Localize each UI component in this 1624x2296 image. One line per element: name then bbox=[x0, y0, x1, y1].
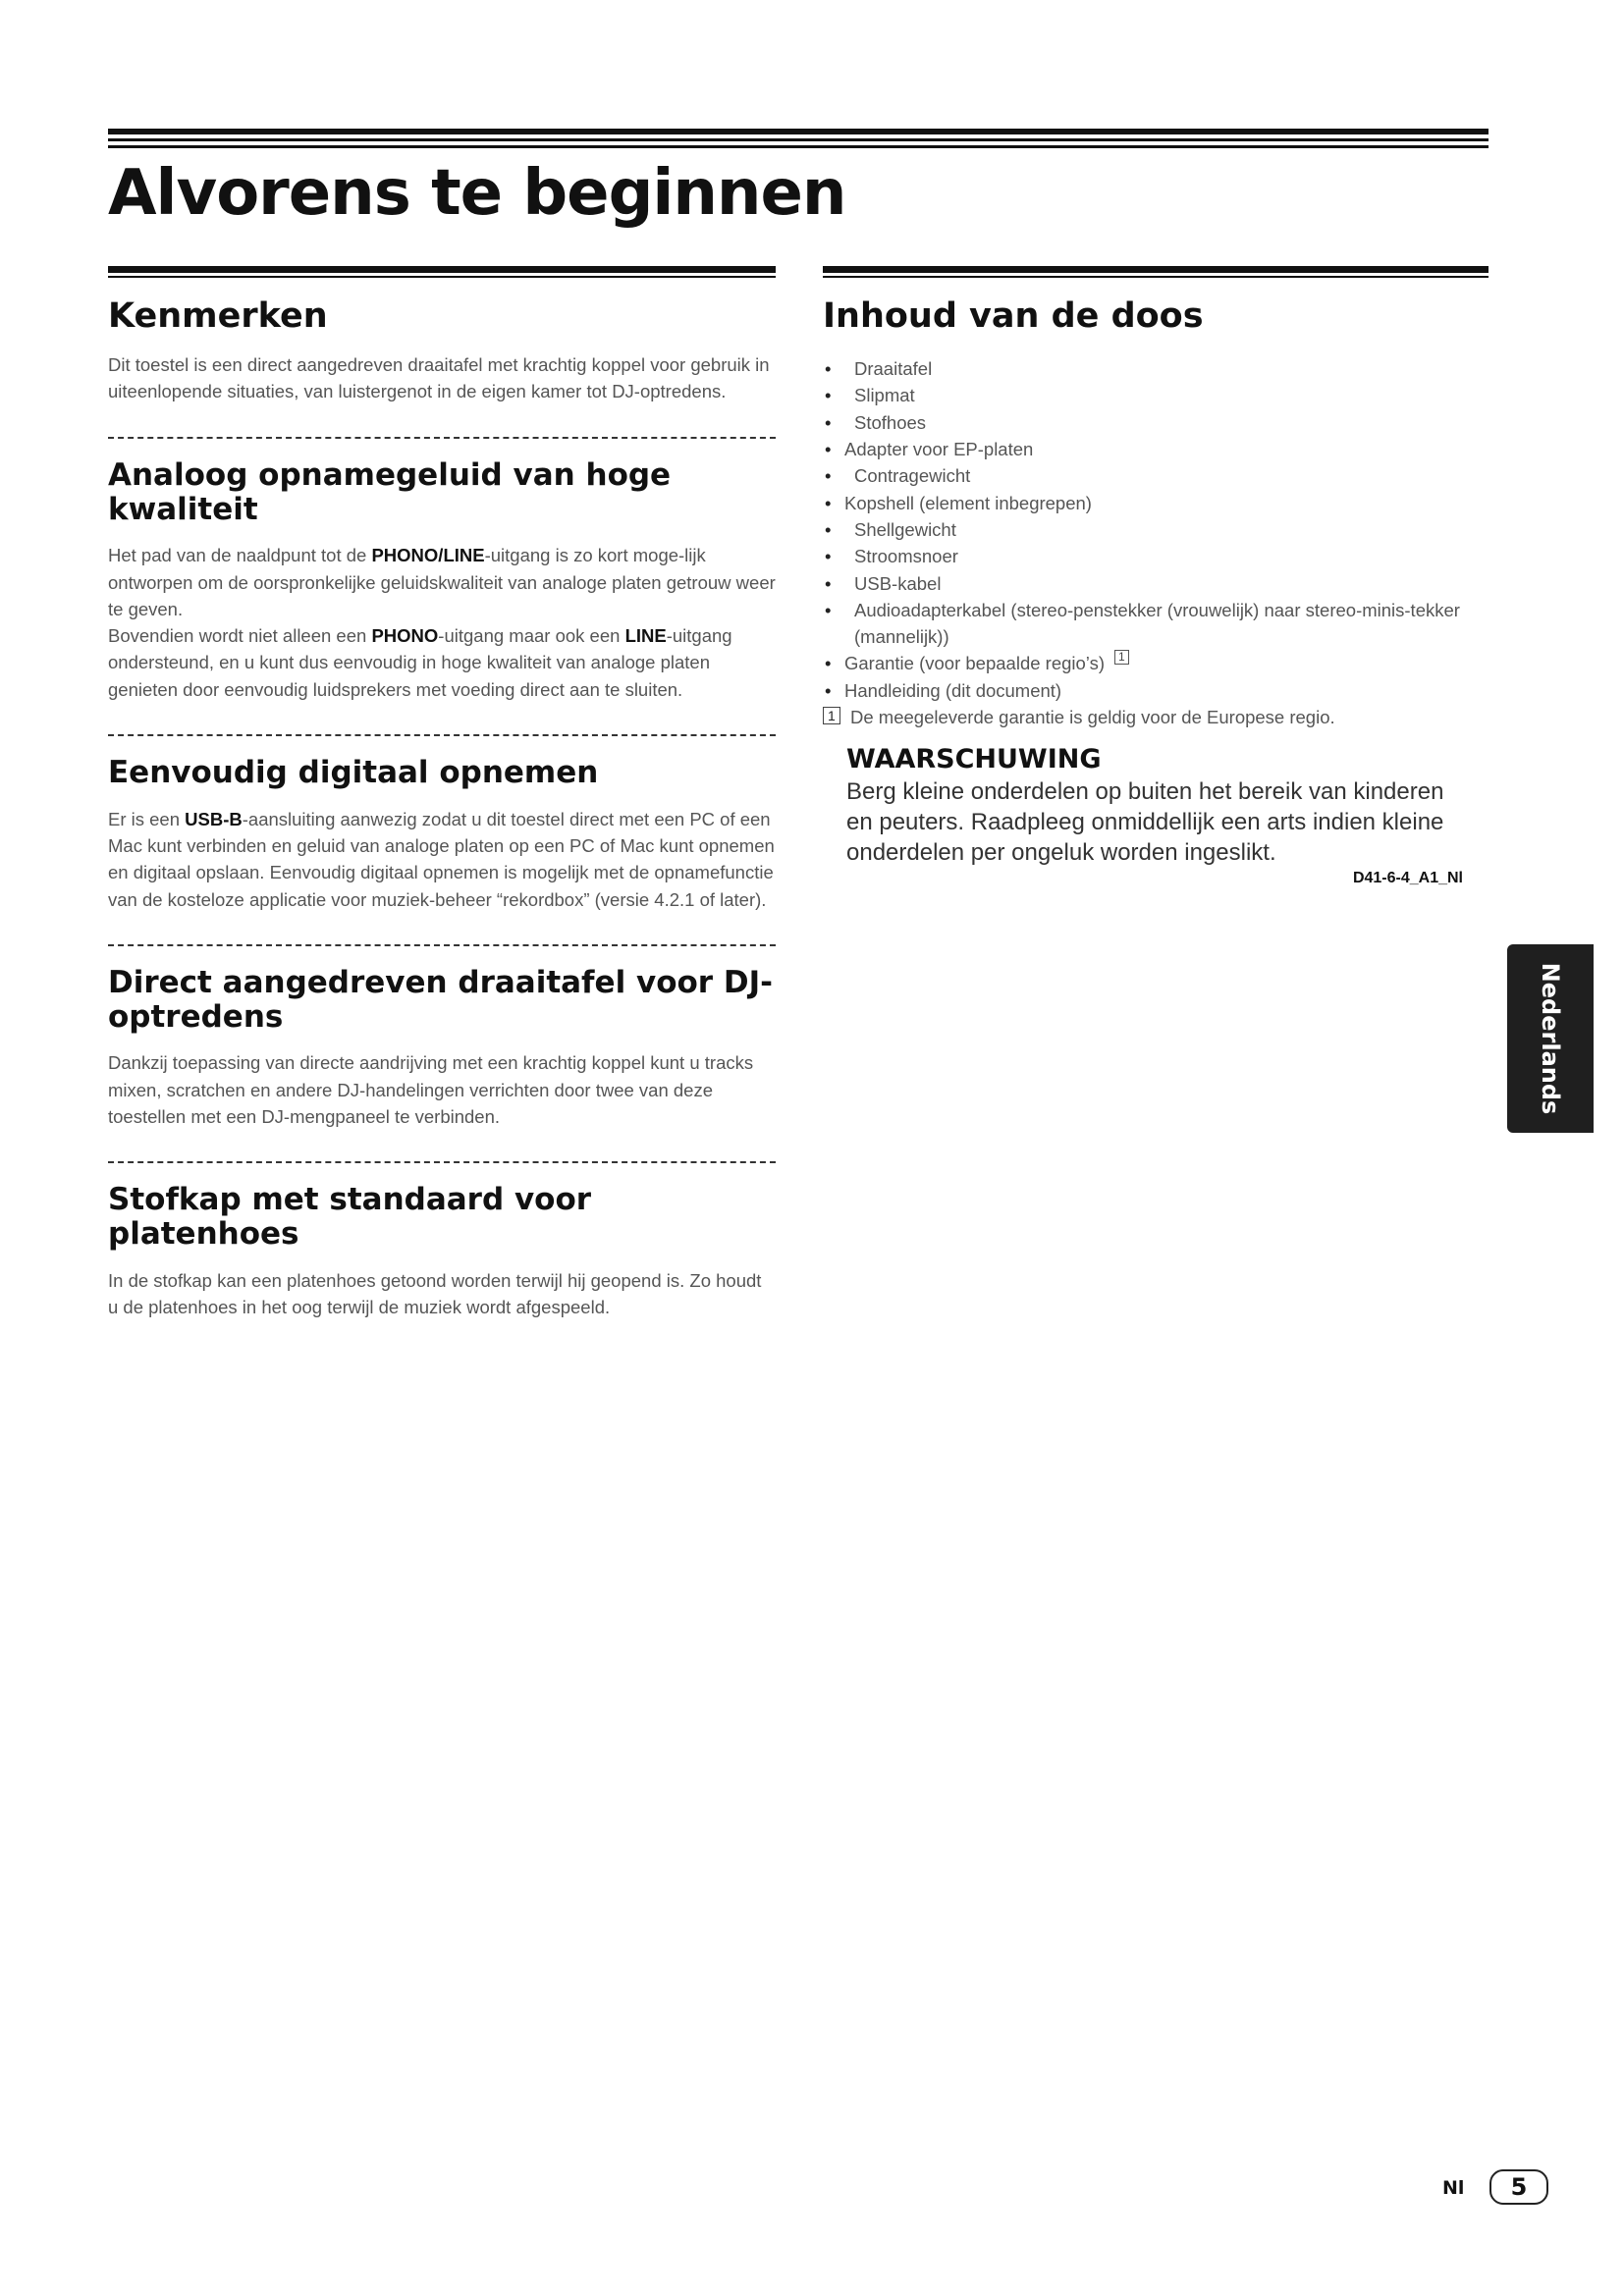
list-item: • Shellgewicht bbox=[823, 516, 1489, 543]
section-rule bbox=[108, 266, 776, 273]
contents-list bbox=[823, 355, 1489, 704]
list-item: • Handleiding (dit document) bbox=[823, 677, 1489, 704]
section-heading-dust-cover: Stofkap met standaard voor platenhoes bbox=[108, 1182, 592, 1252]
list-item: • Draaitafel bbox=[823, 355, 1489, 382]
list-item: • USB-kabel bbox=[823, 570, 1489, 597]
dashed-divider bbox=[108, 944, 776, 946]
list-item: • Stofhoes bbox=[823, 409, 1489, 436]
section-rule bbox=[108, 276, 776, 278]
list-item: • Slipmat bbox=[823, 382, 1489, 408]
footer-language: Nl bbox=[1442, 2177, 1465, 2199]
list-item: • Contragewicht bbox=[823, 462, 1489, 489]
dashed-divider bbox=[108, 734, 776, 736]
page-number: 5 bbox=[1489, 2169, 1548, 2205]
features-text: Dit toestel is een direct aangedreven draaitafel met krachtig koppel voor gebruik in uiteenlopende situaties, van luistergenot in de eigen kamer tot DJ-optredens. bbox=[108, 354, 770, 402]
dashed-divider bbox=[108, 437, 776, 439]
list-item: • Audioadapterkabel (stereo-penstekker (vrouwelijk) naar stereo-minis-tekker (mannelijk)) bbox=[823, 597, 1489, 651]
list-item: • Adapter voor EP-platen bbox=[823, 436, 1489, 462]
section-rule bbox=[823, 276, 1489, 278]
left-column bbox=[108, 266, 776, 1320]
warning-code: D41-6-4_A1_Nl bbox=[1352, 870, 1463, 887]
section-rule bbox=[823, 266, 1489, 273]
footnote-mark: 1 bbox=[1114, 650, 1129, 665]
footnote-number: 1 bbox=[823, 707, 840, 724]
list-item-text: Garantie (voor bepaalde regio’s) bbox=[844, 653, 1105, 674]
list-item bbox=[823, 650, 1489, 676]
footnote-text: De meegeleverde garantie is geldig voor de Europese regio. bbox=[850, 707, 1335, 728]
features-heading: Kenmerken bbox=[108, 296, 328, 336]
dashed-divider bbox=[108, 1161, 776, 1163]
contents-heading: Inhoud van de doos bbox=[823, 296, 1204, 336]
language-tab bbox=[1507, 944, 1594, 1133]
title-rules bbox=[108, 129, 1489, 148]
section-heading-direct-drive: Direct aangedreven draaitafel voor DJ-optredens bbox=[108, 964, 774, 1035]
section-text-digital: Er is een USB-B-aansluiting aanwezig zodat u dit toestel direct met een PC of een Mac kunt verbinden en geluid van analoge platen op een PC of Mac kunt opnemen en digitaal opslaan. Eenvoudig digitaal opnemen is mogelijk met de opnamefunctie van de kosteloze applicatie voor muziek-beheer “rekordbox” (versie 4.2.1 of later). bbox=[108, 808, 775, 910]
list-item: • Kopshell (element inbegrepen) bbox=[823, 490, 1489, 516]
footnote bbox=[823, 704, 1489, 730]
section-heading-digital: Eenvoudig digitaal opnemen bbox=[108, 755, 599, 790]
warning-text: Berg kleine onderdelen op buiten het bereik van kinderen en peuters. Raadpleeg onmiddellijk een arts indien kleine onderdelen per ongeluk worden ingeslikt. bbox=[846, 778, 1444, 867]
right-column bbox=[823, 266, 1489, 887]
section-heading-analog: Analoog opnamegeluid van hoge kwaliteit bbox=[108, 456, 672, 527]
section-text-dust-cover: In de stofkap kan een platenhoes getoond worden terwijl hij geopend is. Zo houdt u de platenhoes in het oog terwijl de muziek wordt afgespeeld. bbox=[108, 1269, 762, 1317]
warning-title: WAARSCHUWING bbox=[846, 744, 1102, 775]
section-text-analog: Het pad van de naaldpunt tot de PHONO/LINE-uitgang is zo kort moge-lijk ontworpen om de oorspronkelijke geluidskwaliteit van analoge platen getrouw weer te geven. Bovendien wordt niet alleen een PHONO-uitgang maar ook een LINE-uitgang ondersteund, en u kunt dus eenvoudig in hoge kwaliteit van analoge platen genieten door eenvoudig luidsprekers met voeding direct aan te sluiten. bbox=[108, 545, 776, 700]
section-text-direct-drive: Dankzij toepassing van directe aandrijving met een krachtig koppel kunt u tracks mixen, scratchen en andere DJ-handelingen verrichten door twee van deze toestellen met een DJ-mengpaneel te verbinden. bbox=[108, 1052, 754, 1127]
language-tab-label: Nederlands bbox=[1537, 962, 1564, 1115]
page-title: Alvorens te beginnen bbox=[108, 157, 846, 230]
list-item: • Stroomsnoer bbox=[823, 543, 1489, 569]
